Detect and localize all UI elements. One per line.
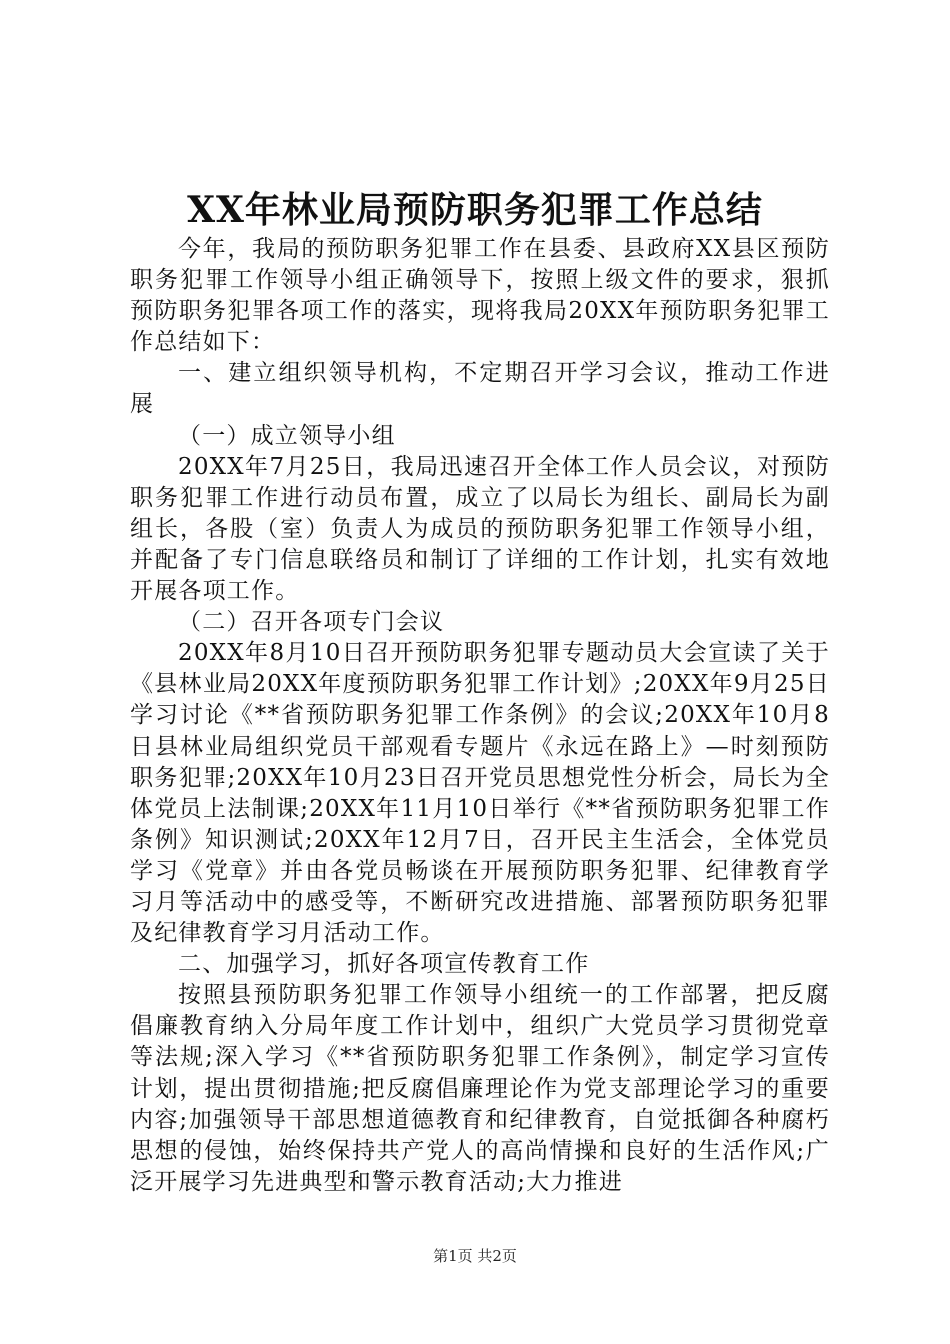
section-heading-2: 二、加强学习，抓好各项宣传教育工作 xyxy=(178,951,590,978)
document-body xyxy=(130,234,830,1198)
subsection-heading-2: （二）召开各项专门会议 xyxy=(178,609,445,636)
intro-paragraph: 今年，我局的预防职务犯罪工作在县委、县政府XX县区预防职务犯罪工作领导小组正确领导下，按照上级文件的要求，狠抓预防职务犯罪各项工作的落实，现将我局20XX年预防职务犯罪工作总结如下： xyxy=(130,236,830,356)
body-paragraph: 20XX年8月10日召开预防职务犯罪专题动员大会宣读了关于《县林业局20XX年度预防职务犯罪工作计划》;20XX年9月25日学习讨论《**省预防职务犯罪工作条例》的会议;20XX年10月8日县林业局组织党员干部观看专题片《永远在路上》—时刻预防职务犯罪;20XX年10月23日召开党员思想党性分析会，局长为全体党员上法制课;20XX年11月10日举行《**省预防职务犯罪工作条例》知识测试;20XX年12月7日，召开民主生活会，全体党员学习《党章》并由各党员畅谈在开展预防职务犯罪、纪律教育学习月等活动中的感受等，不断研究改进措施、部署预防职务犯罪及纪律教育学习月活动工作。 xyxy=(130,640,830,947)
body-paragraph: 按照县预防职务犯罪工作领导小组统一的工作部署，把反腐倡廉教育纳入分局年度工作计划中，组织广大党员学习贯彻党章等法规;深入学习《**省预防职务犯罪工作条例》，制定学习宣传计划，提出贯彻措施;把反腐倡廉理论作为党支部理论学习的重要内容;加强领导干部思想道德教育和纪律教育，自觉抵御各种腐朽思想的侵蚀，始终保持共产党人的高尚情操和良好的生活作风;广泛开展学习先进典型和警示教育活动;大力推进 xyxy=(130,982,830,1195)
body-paragraph: 20XX年7月25日，我局迅速召开全体工作人员会议，对预防职务犯罪工作进行动员布置，成立了以局长为组长、副局长为副组长，各股（室）负责人为成员的预防职务犯罪工作领导小组，并配备了专门信息联络员和制订了详细的工作计划，扎实有效地开展各项工作。 xyxy=(130,453,830,605)
subsection-heading-1: （一）成立领导小组 xyxy=(178,422,396,449)
section-heading-1: 一、建立组织领导机构，不定期召开学习会议，推动工作进展 xyxy=(130,360,830,418)
page-number-footer: 第1页 共2页 xyxy=(433,1247,517,1265)
document-title: XX年林业局预防职务犯罪工作总结 xyxy=(187,189,763,231)
